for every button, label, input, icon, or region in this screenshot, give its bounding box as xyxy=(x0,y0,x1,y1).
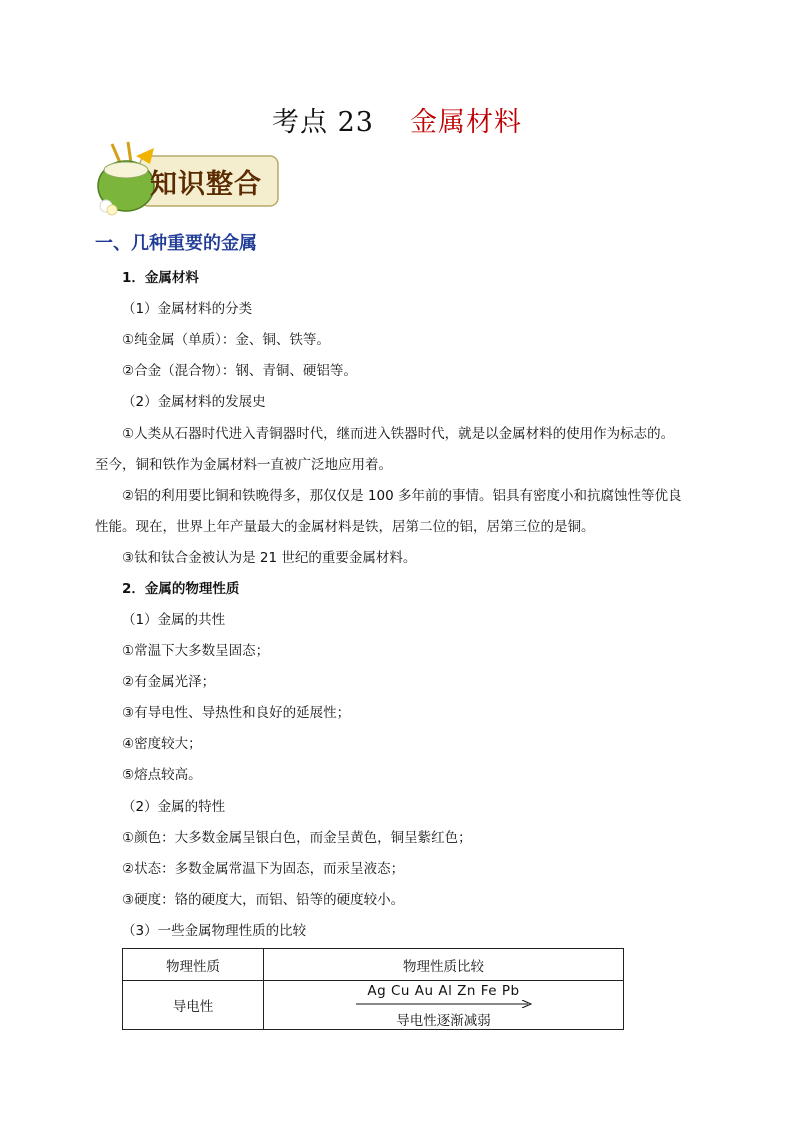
page-title xyxy=(0,100,794,139)
text-line: ②铝的利用要比铜和铁晚得多，那仅仅是 100 多年前的事情。铝具有密度小和抗腐蚀性等优良 xyxy=(122,488,682,504)
subheading-physical-properties: 2．金属的物理性质 xyxy=(122,581,240,597)
metal-sequence: Ag Cu Au Al Zn Fe Pb xyxy=(367,983,520,999)
text-line: ①人类从石器时代进入青铜器时代，继而进入铁器时代，就是以金属材料的使用作为标志的。 xyxy=(122,426,675,442)
text-line: ③钛和钛合金被认为是 21 世纪的重要金属材料。 xyxy=(122,550,417,566)
text-line: （2）金属的特性 xyxy=(122,799,226,815)
text-line: ①颜色：大多数金属呈银白色，而金呈黄色，铜呈紫红色； xyxy=(122,830,472,846)
text-line: （3）一些金属物理性质的比较 xyxy=(122,923,307,939)
text-line: （2）金属材料的发展史 xyxy=(122,394,266,410)
table-header-cell: 物理性质比较 xyxy=(264,949,624,981)
trend-label: 导电性逐渐减弱 xyxy=(396,1013,491,1029)
table-cell-property: 导电性 xyxy=(123,981,264,1030)
right-arrow-icon xyxy=(356,1000,532,1008)
subheading-metal-materials: 1．金属材料 xyxy=(122,270,199,286)
text-line: ②合金（混合物）：钢、青铜、硬铝等。 xyxy=(122,363,357,379)
table-header-row xyxy=(123,949,624,981)
section-heading: 一、几种重要的金属 xyxy=(95,233,257,254)
comparison-table xyxy=(122,948,624,1030)
text-line: ⑤熔点较高。 xyxy=(122,767,202,783)
text-line: ②状态：多数金属常温下为固态，而汞呈液态； xyxy=(122,861,405,877)
text-line: 至今，铜和铁作为金属材料一直被广泛地应用着。 xyxy=(95,457,392,473)
text-line: （1）金属材料的分类 xyxy=(122,301,253,317)
text-line: ①常温下大多数呈固态； xyxy=(122,643,270,659)
title-prefix: 考点 23 xyxy=(272,107,374,138)
title-topic: 金属材料 xyxy=(409,107,522,138)
table-cell-comparison xyxy=(264,981,624,1030)
badge-label: 知识整合 xyxy=(150,169,262,200)
table-header-cell: 物理性质 xyxy=(123,949,264,981)
text-line: ①纯金属（单质）：金、铜、铁等。 xyxy=(122,332,330,348)
text-line: 性能。现在，世界上年产量最大的金属材料是铁，居第二位的铝，居第三位的是铜。 xyxy=(95,519,595,535)
text-line: ③有导电性、导热性和良好的延展性； xyxy=(122,705,351,721)
text-line: ②有金属光泽； xyxy=(122,674,216,690)
text-line: （1）金属的共性 xyxy=(122,612,226,628)
text-line: ③硬度：铬的硬度大，而铝、铅等的硬度较小。 xyxy=(122,892,405,908)
text-line: ④密度较大； xyxy=(122,736,202,752)
table-row xyxy=(123,981,624,1030)
